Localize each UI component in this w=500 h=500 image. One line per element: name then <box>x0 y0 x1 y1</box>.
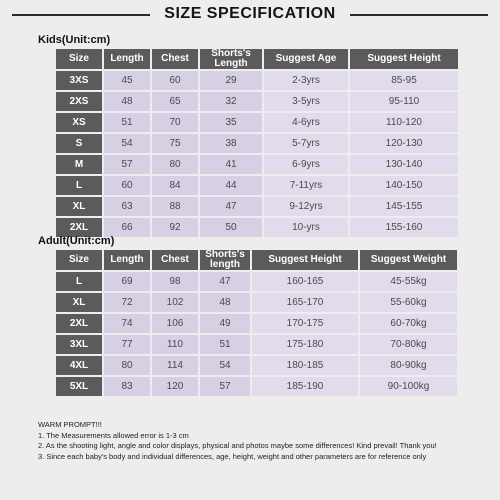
adult-table-row <box>56 335 457 354</box>
kids-header-row <box>56 49 458 69</box>
adult-value-cell: 110 <box>152 335 198 354</box>
adult-value-cell: 83 <box>104 377 150 396</box>
kids-table-row <box>56 71 458 90</box>
kids-table-row <box>56 134 458 153</box>
adult-size-cell: 2XL <box>56 314 102 333</box>
adult-column-header: Suggest Height <box>252 250 358 270</box>
kids-value-cell: 120-130 <box>350 134 458 153</box>
adult-value-cell: 47 <box>200 272 250 291</box>
kids-size-cell: S <box>56 134 102 153</box>
adult-value-cell: 80-90kg <box>360 356 457 375</box>
kids-value-cell: 95-110 <box>350 92 458 111</box>
adult-value-cell: 77 <box>104 335 150 354</box>
adult-value-cell: 180-185 <box>252 356 358 375</box>
kids-column-header: Suggest Age <box>264 49 348 69</box>
kids-value-cell: 145-155 <box>350 197 458 216</box>
title-rule-left <box>12 14 150 16</box>
kids-table-row <box>56 92 458 111</box>
notes-line: 2. As the shooting light, angle and color displays, physical and photos maybe some differences! Kind prevail! Thank you! <box>38 441 437 450</box>
kids-size-cell: 3XS <box>56 71 102 90</box>
adult-value-cell: 165-170 <box>252 293 358 312</box>
kids-value-cell: 75 <box>152 134 198 153</box>
kids-value-cell: 5-7yrs <box>264 134 348 153</box>
adult-table-row <box>56 293 457 312</box>
notes-line: 1. The Measurements allowed error is 1-3 cm <box>38 430 189 440</box>
adult-value-cell: 102 <box>152 293 198 312</box>
adult-value-cell: 45-55kg <box>360 272 457 291</box>
adult-value-cell: 57 <box>200 377 250 396</box>
kids-size-cell: 2XL <box>56 218 102 237</box>
kids-table-row <box>56 197 458 216</box>
kids-value-cell: 10-yrs <box>264 218 348 237</box>
kids-value-cell: 66 <box>104 218 150 237</box>
kids-section-label: Kids(Unit:cm) <box>38 34 111 46</box>
kids-value-cell: 130-140 <box>350 155 458 174</box>
kids-value-cell: 63 <box>104 197 150 216</box>
adult-size-cell: 5XL <box>56 377 102 396</box>
kids-value-cell: 70 <box>152 113 198 132</box>
adult-value-cell: 160-165 <box>252 272 358 291</box>
kids-value-cell: 92 <box>152 218 198 237</box>
adult-size-table <box>54 248 459 398</box>
adult-size-cell: XL <box>56 293 102 312</box>
adult-value-cell: 60-70kg <box>360 314 457 333</box>
adult-value-cell: 114 <box>152 356 198 375</box>
adult-value-cell: 175-180 <box>252 335 358 354</box>
kids-value-cell: 3-5yrs <box>264 92 348 111</box>
kids-size-cell: M <box>56 155 102 174</box>
kids-value-cell: 2-3yrs <box>264 71 348 90</box>
adult-value-cell: 106 <box>152 314 198 333</box>
kids-table-row <box>56 113 458 132</box>
title-bar <box>0 0 500 27</box>
kids-value-cell: 7-11yrs <box>264 176 348 195</box>
adult-value-cell: 49 <box>200 314 250 333</box>
kids-size-cell: XL <box>56 197 102 216</box>
adult-value-cell: 98 <box>152 272 198 291</box>
kids-column-header: Shorts's Length <box>200 49 262 69</box>
kids-column-header: Size <box>56 49 102 69</box>
kids-value-cell: 4-6yrs <box>264 113 348 132</box>
adult-value-cell: 74 <box>104 314 150 333</box>
kids-value-cell: 45 <box>104 71 150 90</box>
notes-heading: WARM PROMPT!!! <box>38 420 102 429</box>
kids-column-header: Chest <box>152 49 198 69</box>
kids-value-cell: 51 <box>104 113 150 132</box>
kids-value-cell: 50 <box>200 218 262 237</box>
adult-section-label: Adult(Unit:cm) <box>38 235 115 247</box>
adult-column-header: Length <box>104 250 150 270</box>
page-title: SIZE SPECIFICATION <box>164 4 336 22</box>
adult-table-row <box>56 272 457 291</box>
kids-value-cell: 84 <box>152 176 198 195</box>
kids-size-cell: XS <box>56 113 102 132</box>
kids-value-cell: 140-150 <box>350 176 458 195</box>
adult-value-cell: 69 <box>104 272 150 291</box>
adult-value-cell: 48 <box>200 293 250 312</box>
kids-value-cell: 6-9yrs <box>264 155 348 174</box>
adult-table-row <box>56 356 457 375</box>
kids-table-row <box>56 155 458 174</box>
kids-value-cell: 155-160 <box>350 218 458 237</box>
adult-size-cell: 4XL <box>56 356 102 375</box>
adult-value-cell: 54 <box>200 356 250 375</box>
adult-column-header: Shorts's length <box>200 250 250 270</box>
adult-value-cell: 90-100kg <box>360 377 457 396</box>
kids-value-cell: 29 <box>200 71 262 90</box>
adult-value-cell: 70-80kg <box>360 335 457 354</box>
adult-header-row <box>56 250 457 270</box>
warm-prompt-notes <box>38 420 437 462</box>
adult-column-header: Size <box>56 250 102 270</box>
adult-value-cell: 80 <box>104 356 150 375</box>
adult-size-cell: L <box>56 272 102 291</box>
kids-table-row <box>56 176 458 195</box>
kids-column-header: Suggest Height <box>350 49 458 69</box>
kids-value-cell: 88 <box>152 197 198 216</box>
kids-value-cell: 41 <box>200 155 262 174</box>
kids-size-cell: L <box>56 176 102 195</box>
kids-value-cell: 9-12yrs <box>264 197 348 216</box>
adult-value-cell: 51 <box>200 335 250 354</box>
adult-table-row <box>56 314 457 333</box>
kids-value-cell: 38 <box>200 134 262 153</box>
kids-value-cell: 85-95 <box>350 71 458 90</box>
kids-value-cell: 57 <box>104 155 150 174</box>
adult-value-cell: 170-175 <box>252 314 358 333</box>
adult-table-row <box>56 377 457 396</box>
kids-value-cell: 80 <box>152 155 198 174</box>
kids-value-cell: 65 <box>152 92 198 111</box>
kids-table-row <box>56 218 458 237</box>
adult-value-cell: 120 <box>152 377 198 396</box>
kids-value-cell: 60 <box>152 71 198 90</box>
kids-size-cell: 2XS <box>56 92 102 111</box>
adult-column-header: Chest <box>152 250 198 270</box>
adult-value-cell: 55-60kg <box>360 293 457 312</box>
adult-column-header: Suggest Weight <box>360 250 457 270</box>
kids-value-cell: 35 <box>200 113 262 132</box>
kids-column-header: Length <box>104 49 150 69</box>
kids-value-cell: 110-120 <box>350 113 458 132</box>
adult-value-cell: 72 <box>104 293 150 312</box>
notes-line: 3. Since each baby's body and individual differences, age, height, weight and other parameters are for reference only <box>38 451 427 461</box>
kids-value-cell: 44 <box>200 176 262 195</box>
kids-value-cell: 47 <box>200 197 262 216</box>
kids-value-cell: 48 <box>104 92 150 111</box>
kids-value-cell: 32 <box>200 92 262 111</box>
kids-value-cell: 54 <box>104 134 150 153</box>
adult-value-cell: 185-190 <box>252 377 358 396</box>
kids-size-table <box>54 47 460 239</box>
kids-value-cell: 60 <box>104 176 150 195</box>
title-rule-right <box>350 14 488 16</box>
adult-size-cell: 3XL <box>56 335 102 354</box>
